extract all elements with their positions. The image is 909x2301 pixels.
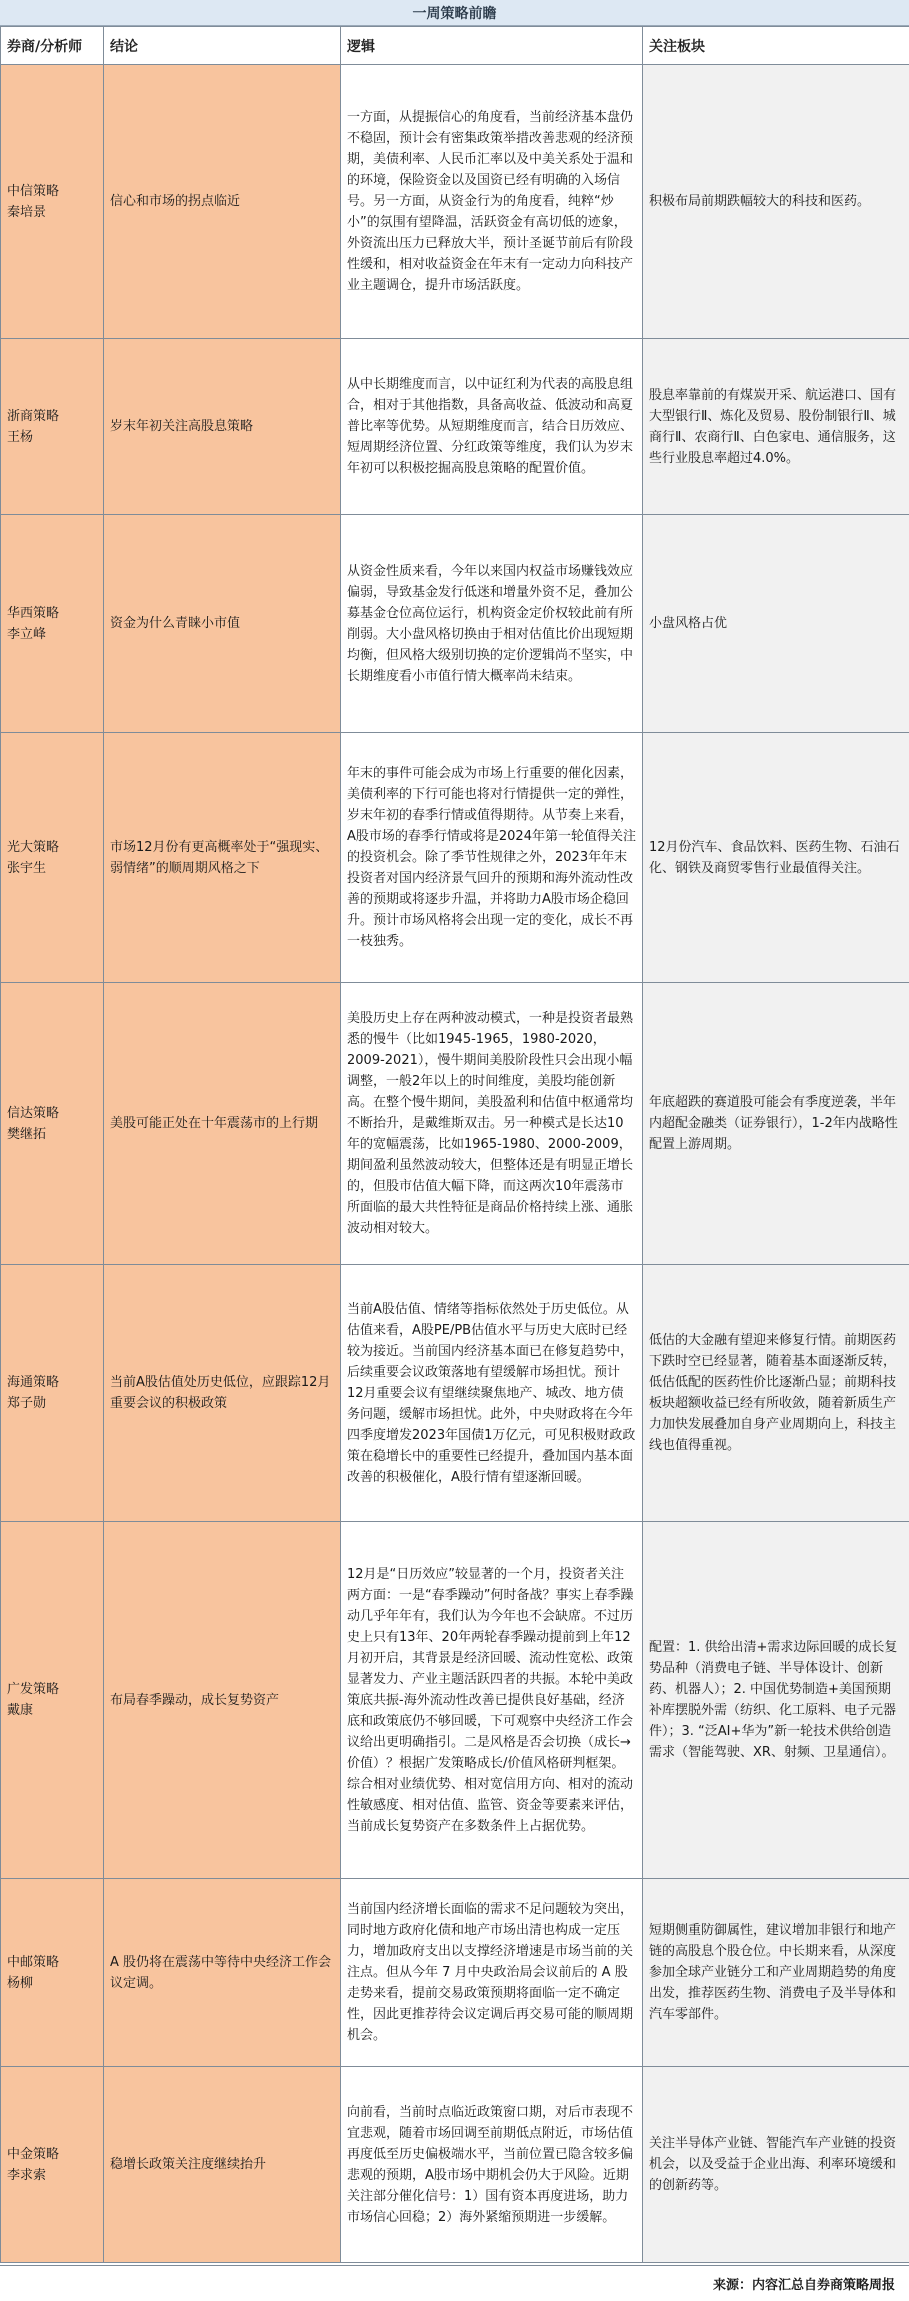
table-row	[1, 1522, 909, 1879]
header-broker: 券商/分析师	[1, 27, 104, 65]
analyst-name: 戴康	[7, 1703, 34, 1718]
logic-cell: 当前A股估值、情绪等指标依然处于历史低位。从估值来看，A股PE/PB估值水平与历史大底时已经较为接近。当前国内经济基本面已在修复趋势中，后续重要会议政策落地有望缓解市场担忧。预计12月重要会议有望继续聚焦地产、城改、地方债务问题，缓解市场担忧。此外，中央财政将在今年四季度增发2023年国债1万亿元，可见积极财政政策在稳增长中的重要性已经提升，叠加国内基本面改善的积极催化，A股行情有望逐渐回暖。	[341, 1265, 643, 1522]
broker-cell	[1, 1265, 104, 1522]
strategy-table	[0, 26, 909, 2263]
analyst-name: 李立峰	[7, 626, 47, 642]
sector-cell: 12月份汽车、食品饮料、医药生物、石油石化、钢铁及商贸零售行业最值得关注。	[643, 733, 909, 983]
broker-name: 广发策略	[7, 1682, 60, 1697]
sector-cell: 年底超跌的赛道股可能会有季度逆袭，半年内超配金融类（证券银行），1-2年内战略性配置上游周期。	[643, 983, 909, 1265]
logic-cell: 美股历史上存在两种波动模式，一种是投资者最熟悉的慢牛（比如1945-1965，1980-2020，2009-2021），慢牛期间美股阶段性只会出现小幅调整，一般2年以上的时间维度，美股均能创新高。在整个慢牛期间，美股盈利和估值中枢通常均不断抬升，是戴维斯双击。另一种模式是长达10年的宽幅震荡，比如1965-1980、2000-2009，期间盈利虽然波动较大，但整体还是有明显正增长的，但股市估值大幅下降，而这两次10年震荡市所面临的最大共性特征是商品价格持续上涨、通胀波动相对较大。	[341, 983, 643, 1265]
broker-name: 信达策略	[7, 1105, 60, 1121]
conclusion-cell: 稳增长政策关注度继续抬升	[104, 2067, 341, 2263]
logic-cell: 年末的事件可能会成为市场上行重要的催化因素，美债利率的下行可能也将对行情提供一定的弹性，岁末年初的春季行情或值得期待。从节奏上来看，A股市场的春季行情或将是2024年第一轮值得关注的投资机会。除了季节性规律之外，2023年年末投资者对国内经济景气回升的预期和海外流动性改善的预期或将逐步升温，并将助力A股市场企稳回升。预计市场风格将会出现一定的变化，成长不再一枝独秀。	[341, 733, 643, 983]
broker-name: 中邮策略	[7, 1954, 60, 1970]
table-row	[1, 65, 909, 339]
header-conclusion: 结论	[104, 27, 341, 65]
analyst-name: 王杨	[7, 429, 34, 445]
header-row	[1, 27, 909, 65]
header-sector: 关注板块	[643, 27, 909, 65]
table-row	[1, 1879, 909, 2067]
sector-cell: 积极布局前期跌幅较大的科技和医药。	[643, 65, 909, 339]
sector-cell: 股息率靠前的有煤炭开采、航运港口、国有大型银行Ⅱ、炼化及贸易、股份制银行Ⅱ、城商行Ⅱ、农商行Ⅱ、白色家电、通信服务，这些行业股息率超过4.0%。	[643, 339, 909, 515]
conclusion-cell: 当前A股估值处历史低位，应跟踪12月重要会议的积极政策	[104, 1265, 341, 1522]
broker-cell	[1, 339, 104, 515]
table-row	[1, 983, 909, 1265]
logic-cell: 当前国内经济增长面临的需求不足问题较为突出，同时地方政府化债和地产市场出清也构成一定压力，增加政府支出以支撑经济增速是市场当前的关注点。但从今年 7 月中央政治局会议前后的 A 股走势来看，提前交易政策预期将面临一定不确定性，因此更推荐待会议定调后再交易可能的顺周期机会。	[341, 1879, 643, 2067]
sector-cell: 配置：1. 供给出清+需求边际回暖的成长复势品种（消费电子链、半导体设计、创新药、机器人）；2. 中国优势制造+美国预期补库摆脱外需（纺织、化工原料、电子元器件）；3. “泛AI+华为”新一轮技术供给创造需求（智能驾驶、XR、射频、卫星通信）。	[643, 1522, 909, 1879]
sector-cell: 关注半导体产业链、智能汽车产业链的投资机会，以及受益于企业出海、利率环境缓和的创新药等。	[643, 2067, 909, 2263]
broker-name: 海通策略	[7, 1375, 60, 1390]
header-logic: 逻辑	[341, 27, 643, 65]
sector-cell: 低估的大金融有望迎来修复行情。前期医药下跌时空已经显著，随着基本面逐渐反转，低估低配的医药性价比逐渐凸显；前期科技板块超额收益已经有所收敛，随着新质生产力加快发展叠加自身产业周期向上，科技主线也值得重视。	[643, 1265, 909, 1522]
broker-name: 华西策略	[7, 605, 60, 621]
sector-cell: 短期侧重防御属性，建议增加非银行和地产链的高股息个股仓位。中长期来看，从深度参加全球产业链分工和产业周期趋势的角度出发，推荐医药生物、消费电子及半导体和汽车零部件。	[643, 1879, 909, 2067]
broker-cell	[1, 983, 104, 1265]
broker-cell	[1, 515, 104, 733]
broker-cell	[1, 733, 104, 983]
table-row	[1, 339, 909, 515]
logic-cell: 12月是“日历效应”较显著的一个月，投资者关注两方面：一是“春季躁动”何时备战？事实上春季躁动几乎年年有，我们认为今年也不会缺席。不过历史上只有13年、20年两轮春季躁动提前到上年12月初开启，其背景是经济回暖、流动性宽松、政策显著发力、产业主题活跃四者的共振。本轮中美政策底共振-海外流动性改善已提供良好基础，经济底和政策底仍不够回暖，下可观察中央经济工作会议给出更明确指引。二是风格是否会切换（成长→价值）？根据广发策略成长/价值风格研判框架。综合相对业绩优势、相对宽信用方向、相对的流动性敏感度、相对估值、监管、资金等要素来评估，当前成长复势资产在多数条件上占据优势。	[341, 1522, 643, 1879]
logic-cell: 一方面，从提振信心的角度看，当前经济基本盘仍不稳固，预计会有密集政策举措改善悲观的经济预期，美债利率、人民币汇率以及中美关系处于温和的环境，保险资金以及国资已经有明确的入场信号。另一方面，从资金行为的角度看，纯粹“炒小”的氛围有望降温，活跃资金有高切低的迹象，外资流出压力已释放大半，预计圣诞节前后有阶段性缓和，相对收益资金在年末有一定动力向科技产业主题调仓，提升市场活跃度。	[341, 65, 643, 339]
table-row	[1, 515, 909, 733]
broker-cell	[1, 2067, 104, 2263]
source-note: 来源：内容汇总自券商策略周报	[0, 2265, 909, 2301]
conclusion-cell: 岁末年初关注高股息策略	[104, 339, 341, 515]
conclusion-cell: 布局春季躁动，成长复势资产	[104, 1522, 341, 1879]
analyst-name: 杨柳	[7, 1975, 34, 1991]
broker-name: 中金策略	[7, 2146, 60, 2162]
logic-cell: 从资金性质来看，今年以来国内权益市场赚钱效应偏弱，导致基金发行低迷和增量外资不足，叠加公募基金仓位高位运行，机构资金定价权较此前有所削弱。大小盘风格切换由于相对估值比价出现短期均衡，但风格大级别切换的定价逻辑尚不坚实，中长期维度看小市值行情大概率尚未结束。	[341, 515, 643, 733]
table-row	[1, 733, 909, 983]
conclusion-cell: A 股仍将在震荡中等待中央经济工作会议定调。	[104, 1879, 341, 2067]
analyst-name: 樊继拓	[7, 1126, 47, 1142]
logic-cell: 从中长期维度而言，以中证红利为代表的高股息组合，相对于其他指数，具备高收益、低波动和高夏普比率等优势。从短期维度而言，结合日历效应、短周期经济位置、分红政策等维度，我们认为岁末年初可以积极挖掘高股息策略的配置价值。	[341, 339, 643, 515]
conclusion-cell: 美股可能正处在十年震荡市的上行期	[104, 983, 341, 1265]
sector-cell: 小盘风格占优	[643, 515, 909, 733]
sheet-title: 一周策略前瞻	[0, 0, 909, 26]
analyst-name: 张宇生	[7, 860, 47, 876]
analyst-name: 李求索	[7, 2167, 47, 2183]
analyst-name: 郑子勋	[7, 1396, 47, 1411]
broker-name: 中信策略	[7, 183, 60, 199]
table-row	[1, 1265, 909, 1522]
analyst-name: 秦培景	[7, 204, 47, 220]
broker-cell	[1, 1522, 104, 1879]
broker-name: 浙商策略	[7, 408, 60, 424]
broker-cell	[1, 65, 104, 339]
logic-cell: 向前看，当前时点临近政策窗口期，对后市表现不宜悲观，随着市场回调至前期低点附近，市场估值再度低至历史偏极端水平，当前位置已隐含较多偏悲观的预期，A股市场中期机会仍大于风险。近期关注部分催化信号：1）国有资本再度进场，助力市场信心回稳；2）海外紧缩预期进一步缓解。	[341, 2067, 643, 2263]
conclusion-cell: 市场12月份有更高概率处于“强现实、弱情绪”的顺周期风格之下	[104, 733, 341, 983]
broker-name: 光大策略	[7, 839, 60, 855]
conclusion-cell: 资金为什么青睐小市值	[104, 515, 341, 733]
table-row	[1, 2067, 909, 2263]
broker-cell	[1, 1879, 104, 2067]
conclusion-cell: 信心和市场的拐点临近	[104, 65, 341, 339]
